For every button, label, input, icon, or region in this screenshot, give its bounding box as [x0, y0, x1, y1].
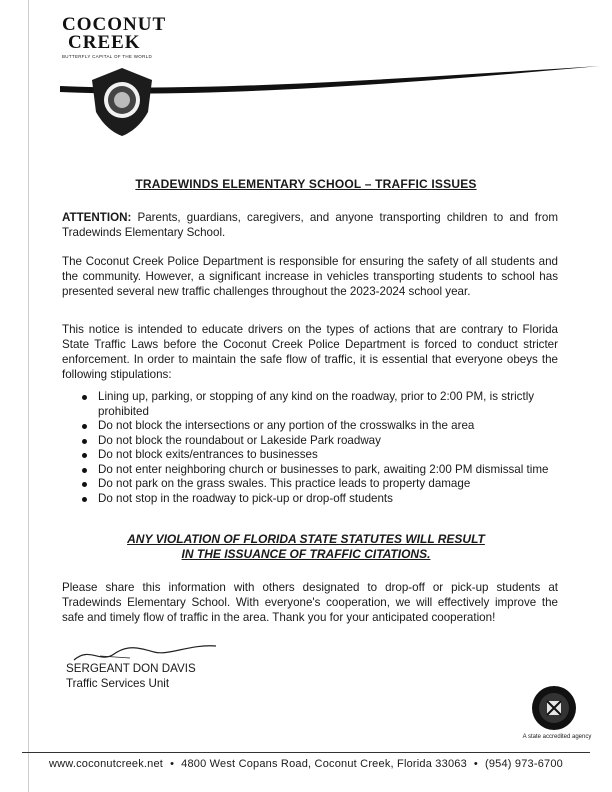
list-item: Do not park on the grass swales. This practice leads to property damage [80, 477, 550, 492]
page-title: TRADEWINDS ELEMENTARY SCHOOL – TRAFFIC ISSUES [135, 177, 477, 191]
footer-phone: (954) 973-6700 [484, 758, 563, 770]
signer-name: SERGEANT DON DAVIS [66, 662, 196, 675]
logo-word-creek: CREEK [68, 32, 141, 53]
logo-word-coconut: COCONUT [62, 14, 167, 35]
footer-website: www.coconutcreek.net [49, 758, 164, 770]
attention-paragraph [62, 210, 558, 240]
footer-address: 4800 West Copans Road, Coconut Creek, Florida 33063 [181, 758, 467, 770]
responsibility-paragraph: The Coconut Creek Police Department is responsible for ensuring the safety of all students and the community. However, a significant increase in vehicles transporting students to school has presented several new traffic challenges throughout the 2023-2024 school year. [62, 255, 558, 298]
warning-line-1: ANY VIOLATION OF FLORIDA STATE STATUTES WILL RESULT [127, 532, 485, 546]
list-item: Do not stop in the roadway to pick-up or drop-off students [80, 492, 550, 507]
separator-dot-icon: • [170, 758, 175, 770]
attention-text: Parents, guardians, caregivers, and anyone transporting children to and from Tradewinds Elementary School. [62, 211, 558, 239]
attention-label: ATTENTION: [62, 211, 132, 224]
list-item: Do not block the intersections or any portion of the crosswalks in the area [80, 419, 550, 434]
citation-warning [0, 532, 612, 562]
list-item: Do not block exits/entrances to businesses [80, 448, 550, 463]
footer [22, 758, 590, 770]
list-item: Do not block the roundabout or Lakeside Park roadway [80, 434, 550, 449]
police-badge-icon [86, 66, 158, 138]
notice-paragraph: This notice is intended to educate drivers on the types of actions that are contrary to Florida State Traffic Laws before the Coconut Creek Police Department is forced to conduct stricter enforcement. In order to maintain the safe flow of traffic, it is essential that everyone obeys the following stipulations: [62, 323, 558, 381]
separator-dot-icon: • [473, 758, 478, 770]
signer-unit: Traffic Services Unit [66, 677, 170, 690]
list-item: Do not enter neighboring church or businesses to park, awaiting 2:00 PM dismissal time [80, 463, 550, 478]
list-item: Lining up, parking, or stopping of any kind on the roadway, prior to 2:00 PM, is strictly prohibited [80, 390, 550, 419]
logo-tagline: BUTTERFLY CAPITAL OF THE WORLD [62, 54, 153, 59]
warning-line-2: IN THE ISSUANCE OF TRAFFIC CITATIONS. [181, 547, 431, 561]
city-logo [62, 16, 172, 59]
stipulations-list [80, 390, 550, 506]
footer-divider [22, 752, 590, 753]
closing-paragraph: Please share this information with others designated to drop-off or pick-up students at Tradewinds Elementary School. With everyone's cooperation, we will effectively improve the safe and timely flow of traffic in the area. Thank you for your anticipated cooperation! [62, 581, 558, 624]
accreditation-label: A state accredited agency [522, 734, 592, 740]
accreditation-seal-icon [530, 684, 578, 732]
